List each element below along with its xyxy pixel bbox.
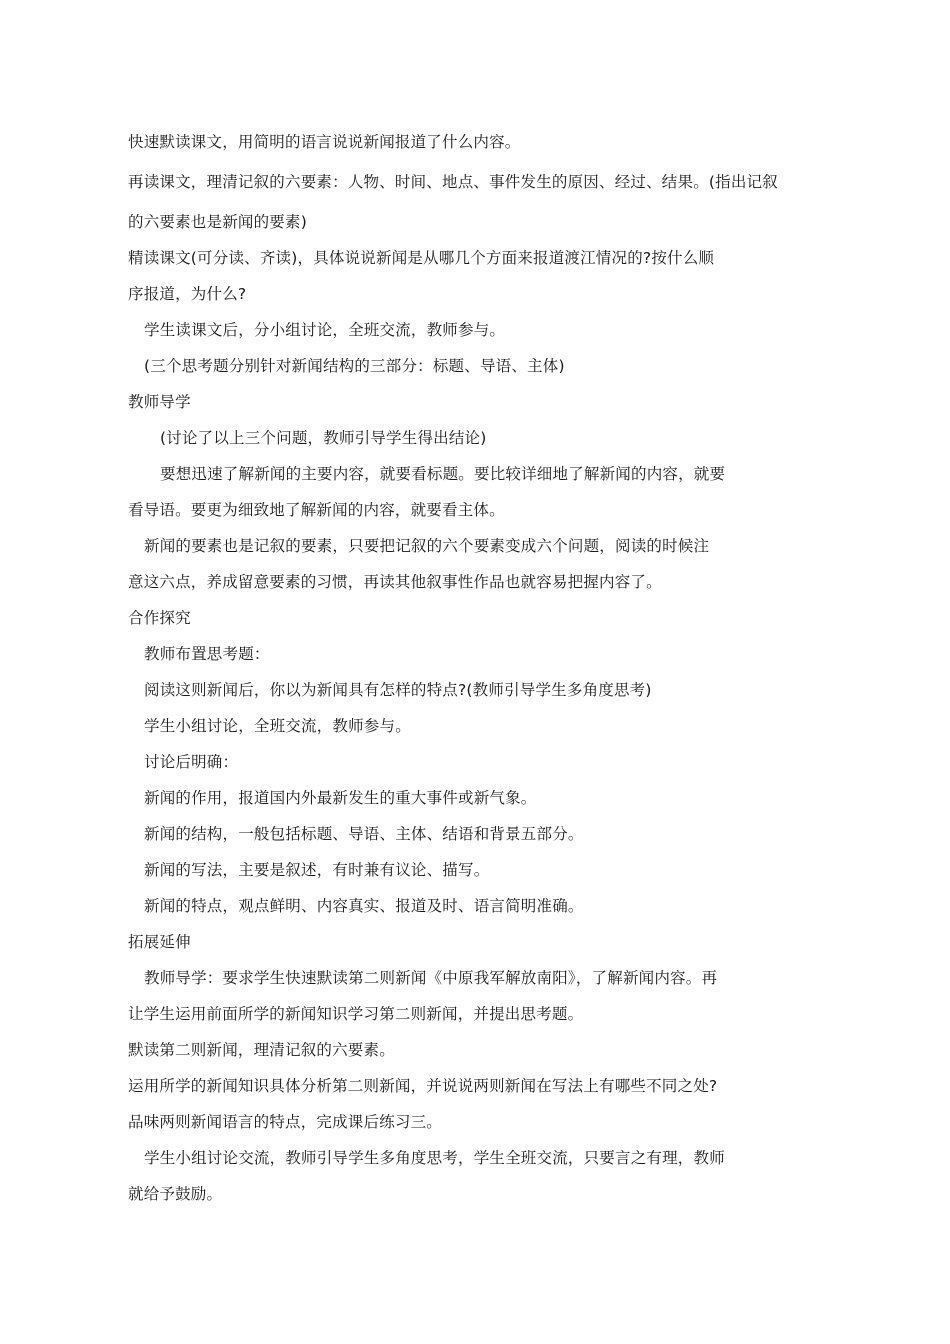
paragraph-line: 就给予鼓励。 [128, 1185, 223, 1203]
paragraph-line: 新闻的写法，主要是叙述，有时兼有议论、描写。 [144, 861, 490, 879]
paragraph-line: 阅读这则新闻后，你以为新闻具有怎样的特点?(教师引导学生多角度思考) [144, 681, 652, 699]
paragraph-line: 意这六点，养成留意要素的习惯，再读其他叙事性作品也就容易把握内容了。 [128, 573, 662, 591]
paragraph-line: (三个思考题分别针对新闻结构的三部分：标题、导语、主体) [144, 357, 565, 375]
paragraph-line: 运用所学的新闻知识具体分析第二则新闻，并说说两则新闻在写法上有哪些不同之处? [128, 1077, 718, 1095]
paragraph-line: 讨论后明确： [144, 753, 239, 771]
paragraph-line: 精读课文(可分读、齐读)，具体说说新闻是从哪几个方面来报道渡江情况的?按什么顺 [128, 249, 715, 267]
section-heading: 拓展延伸 [128, 933, 191, 951]
paragraph-line: 新闻的特点，观点鲜明、内容真实、报道及时、语言简明准确。 [144, 897, 584, 915]
paragraph-line: 学生小组讨论，全班交流，教师参与。 [144, 717, 411, 735]
paragraph-line: 看导语。要更为细致地了解新闻的内容，就要看主体。 [128, 501, 505, 519]
paragraph-line: 教师导学：要求学生快速默读第二则新闻《中原我军解放南阳》，了解新闻内容。再 [144, 969, 718, 987]
paragraph-line: 新闻的结构，一般包括标题、导语、主体、结语和背景五部分。 [144, 825, 584, 843]
paragraph-line: 新闻的要素也是记叙的要素，只要把记叙的六个要素变成六个问题，阅读的时候注 [144, 537, 710, 555]
paragraph-line: 让学生运用前面所学的新闻知识学习第二则新闻，并提出思考题。 [128, 1005, 584, 1023]
paragraph-line: 默读第二则新闻，理清记叙的六要素。 [128, 1041, 395, 1059]
paragraph-line: 要想迅速了解新闻的主要内容，就要看标题。要比较详细地了解新闻的内容，就要 [160, 465, 726, 483]
paragraph-line: 学生读课文后，分小组讨论，全班交流，教师参与。 [144, 321, 506, 339]
section-heading: 教师导学 [128, 393, 191, 411]
paragraph-line: 品味两则新闻语言的特点，完成课后练习三。 [128, 1113, 443, 1131]
paragraph-line: 教师布置思考题： [144, 645, 270, 663]
paragraph-line: 序报道，为什么? [128, 285, 247, 303]
paragraph-line: 学生小组讨论交流，教师引导学生多角度思考，学生全班交流，只要言之有理，教师 [144, 1149, 725, 1167]
paragraph-line: 再读课文，理清记叙的六要素：人物、时间、地点、事件发生的原因、经过、结果。(指出记叙 [128, 173, 778, 191]
paragraph-line: (讨论了以上三个问题，教师引导学生得出结论) [160, 429, 487, 447]
section-heading: 合作探究 [128, 609, 191, 627]
paragraph-line: 新闻的作用，报道国内外最新发生的重大事件或新气象。 [144, 789, 537, 807]
paragraph-line: 的六要素也是新闻的要素) [128, 213, 307, 231]
paragraph-line: 快速默读课文，用简明的语言说说新闻报道了什么内容。 [128, 133, 521, 151]
